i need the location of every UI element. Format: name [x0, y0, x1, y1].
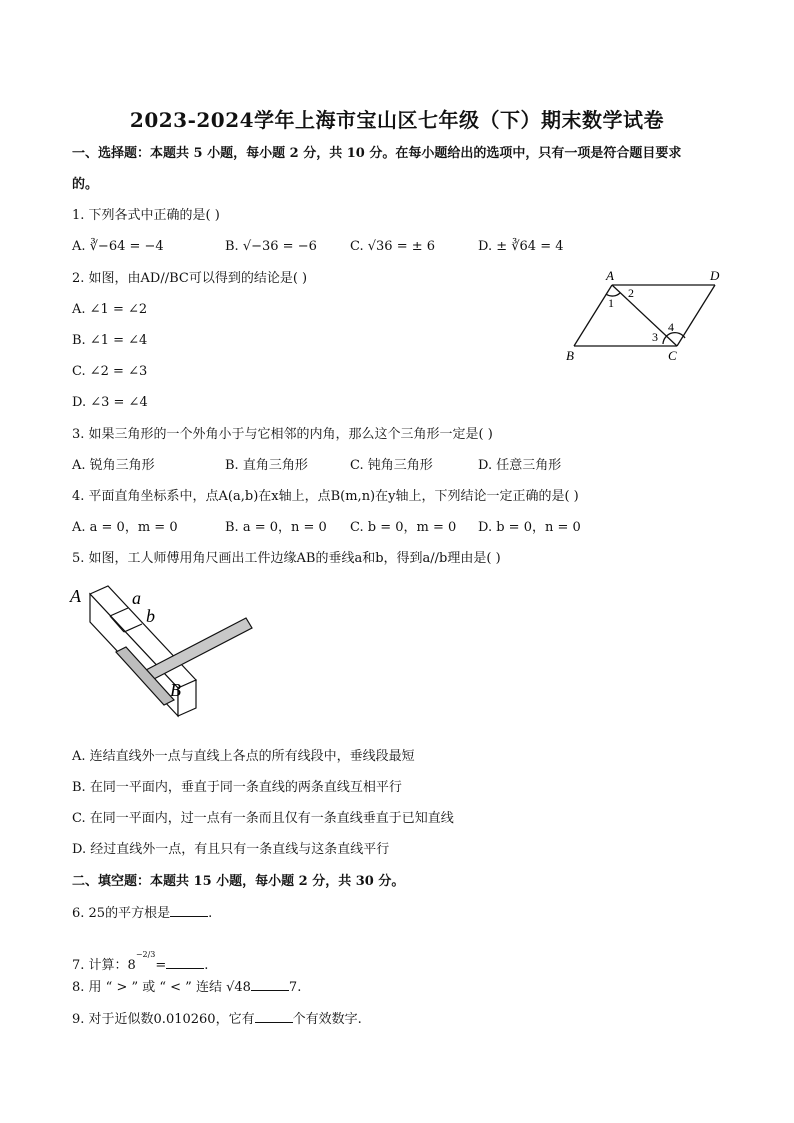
q3-stem: 3. 如果三角形的一个外角小于与它相邻的内角，那么这个三角形一定是( )	[72, 427, 493, 442]
label-line-a: a	[132, 588, 141, 608]
page-title: 2023-2024学年上海市宝山区七年级（下）期末数学试卷	[129, 108, 665, 132]
q2-option-d: D. ∠3 = ∠4	[72, 395, 148, 410]
q6-line	[72, 904, 212, 923]
q4-option-d: D. b = 0，n = 0	[478, 520, 581, 535]
q6-text: 6. 25的平方根是	[72, 906, 171, 921]
q5-option-c: C. 在同一平面内，过一点有一条而且仅有一条直线垂直于已知直线	[72, 811, 454, 826]
q1-stem: 1. 下列各式中正确的是( )	[72, 208, 220, 223]
q2-option-c: C. ∠2 = ∠3	[72, 364, 148, 379]
q3-option-c: C. 钝角三角形	[350, 458, 433, 473]
label-angle-3: 3	[652, 330, 658, 344]
q5-option-d: D. 经过直线外一点，有且只有一条直线与这条直线平行	[72, 842, 390, 857]
q7-exponent: −2/3	[135, 950, 156, 959]
q2-stem: 2. 如图，由AD//BC可以得到的结论是( )	[72, 271, 308, 286]
section2-heading: 二、填空题：本题共 15 小题，每小题 2 分，共 30 分。	[72, 874, 405, 889]
q3-option-d: D. 任意三角形	[478, 458, 562, 473]
workpiece-ruler-figure	[66, 580, 266, 730]
q5-option-a: A. 连结直线外一点与直线上各点的所有线段中，垂线段最短	[72, 749, 415, 764]
label-angle-1: 1	[608, 296, 614, 310]
segment-ac	[612, 285, 677, 346]
q1-option-a: A. ∛−64 = −4	[72, 239, 164, 254]
q4-option-c: C. b = 0，m = 0	[350, 520, 457, 535]
label-line-b: b	[146, 606, 155, 626]
q4-stem: 4. 平面直角坐标系中，点A(a,b)在x轴上，点B(m,n)在y轴上，下列结论一定正确的是( )	[72, 489, 579, 504]
label-c: C	[668, 348, 677, 363]
q2-option-b: B. ∠1 = ∠4	[72, 333, 148, 348]
label-angle-4: 4	[668, 320, 674, 334]
label-d: D	[710, 268, 720, 283]
q1-option-b: B. √−36 = −6	[225, 239, 317, 254]
q8-line	[72, 978, 301, 997]
q9-line	[72, 1010, 362, 1029]
q6-end: .	[208, 906, 213, 921]
q3-option-a: A. 锐角三角形	[72, 458, 155, 473]
q8-end: 7.	[288, 980, 302, 995]
segment-dc	[677, 285, 715, 346]
q5-option-b: B. 在同一平面内，垂直于同一条直线的两条直线互相平行	[72, 780, 402, 795]
q4-option-b: B. a = 0，n = 0	[225, 520, 327, 535]
q7-end: .	[204, 958, 209, 973]
q9-end: 个有效数字.	[292, 1012, 362, 1027]
q2-option-a: A. ∠1 = ∠2	[72, 302, 148, 317]
q7-line	[72, 946, 208, 975]
parallelogram-figure	[560, 265, 730, 365]
q5-stem: 5. 如图，工人师傅用角尺画出工件边缘AB的垂线a和b，得到a//b理由是( )	[72, 551, 501, 566]
label-a: A	[606, 268, 614, 283]
section1-heading-line2: 的。	[72, 177, 99, 192]
q3-option-b: B. 直角三角形	[225, 458, 308, 473]
q9-answer-blank[interactable]	[255, 1010, 293, 1023]
label-angle-2: 2	[628, 286, 634, 300]
q8-text: 8. 用 “ > ” 或 “ < ” 连结 √48	[72, 980, 251, 995]
q7-equals: =	[155, 958, 167, 973]
section1-heading-line1: 一、选择题：本题共 5 小题，每小题 2 分，共 10 分。在每小题给出的选项中，只有一项是符合题目要求	[72, 146, 682, 161]
q9-text: 9. 对于近似数0.010260，它有	[72, 1012, 255, 1027]
q1-option-d: D. ± ∛64 = 4	[478, 239, 564, 254]
label-b-point: B	[170, 680, 181, 700]
q1-option-c: C. √36 = ± 6	[350, 239, 436, 254]
label-b: B	[566, 348, 574, 363]
q4-option-a: A. a = 0，m = 0	[72, 520, 178, 535]
label-a-point: A	[70, 586, 81, 606]
q6-answer-blank[interactable]	[170, 904, 208, 917]
q8-answer-blank[interactable]	[251, 978, 289, 991]
q7-text: 7. 计算：8	[72, 958, 136, 973]
q7-answer-blank[interactable]	[166, 956, 204, 969]
